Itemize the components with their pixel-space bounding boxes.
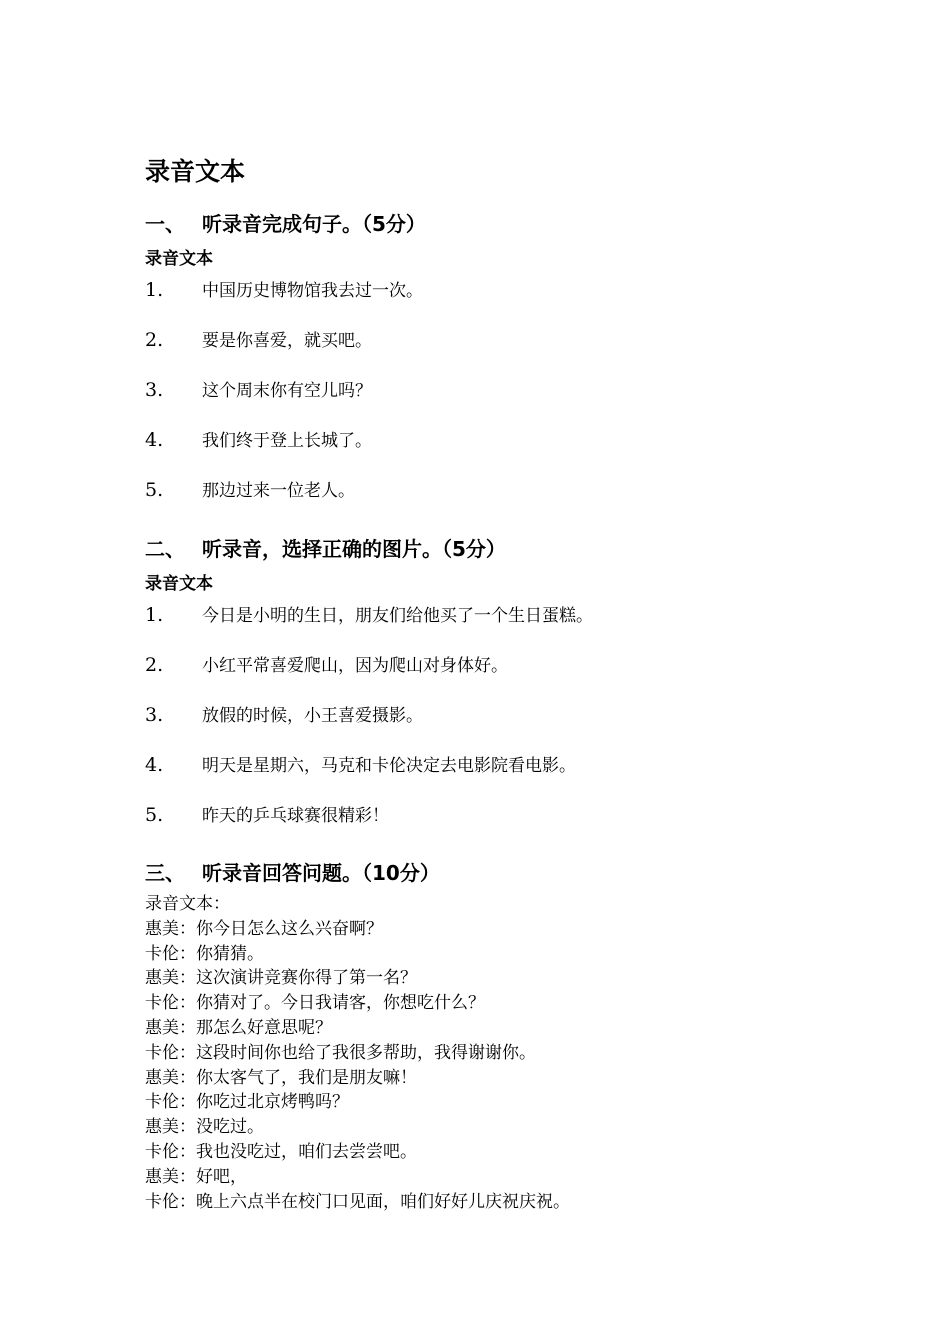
section-subtitle: 录音文本 bbox=[145, 249, 213, 269]
item-number: 4. bbox=[145, 754, 164, 776]
item-number: 5. bbox=[145, 479, 164, 501]
list-item bbox=[145, 652, 865, 702]
dialogue-line: 卡伦：这段时间你也给了我很多帮助，我得谢谢你。 bbox=[145, 1042, 536, 1063]
dialogue-line: 卡伦：晚上六点半在校门口见面，咱们好好儿庆祝庆祝。 bbox=[145, 1191, 570, 1212]
dialogue-line: 惠美：没吃过。 bbox=[145, 1117, 264, 1138]
item-number: 3. bbox=[145, 379, 164, 401]
item-text: 今日是小明的生日，朋友们给他买了一个生日蛋糕。 bbox=[202, 606, 593, 626]
list-item bbox=[145, 477, 865, 527]
section-heading bbox=[145, 858, 865, 888]
dialogue-line: 惠美：这次演讲竞赛你得了第一名？ bbox=[145, 968, 417, 989]
item-text: 小红平常喜爱爬山，因为爬山对身体好。 bbox=[202, 656, 508, 676]
list-item bbox=[145, 427, 865, 477]
section-subtitle: 录音文本 bbox=[145, 574, 213, 594]
item-text: 中国历史博物馆我去过一次。 bbox=[202, 281, 423, 301]
section-number: 一、 bbox=[145, 212, 185, 236]
section-heading bbox=[145, 209, 865, 239]
item-number: 2. bbox=[145, 654, 164, 676]
item-number: 2. bbox=[145, 329, 164, 351]
dialogue-line: 卡伦：你吃过北京烤鸭吗？ bbox=[145, 1092, 349, 1113]
item-text: 我们终于登上长城了。 bbox=[202, 431, 372, 451]
list-item bbox=[145, 602, 865, 652]
sentence-list bbox=[145, 277, 865, 527]
dialogue-line: 惠美：那怎么好意思呢？ bbox=[145, 1017, 332, 1038]
section-number: 三、 bbox=[145, 861, 185, 885]
section-number: 二、 bbox=[145, 537, 185, 561]
item-text: 要是你喜爱，就买吧。 bbox=[202, 331, 372, 351]
item-number: 1. bbox=[145, 279, 164, 301]
dialogue-line: 卡伦：你猜猜。 bbox=[145, 943, 264, 964]
item-text: 那边过来一位老人。 bbox=[202, 481, 355, 501]
dialogue-line: 卡伦：我也没吃过，咱们去尝尝吧。 bbox=[145, 1141, 417, 1162]
dialogue-line: 卡伦：你猜对了。今日我请客，你想吃什么？ bbox=[145, 993, 485, 1014]
section-heading-text: 听录音完成句子。（5分） bbox=[202, 212, 426, 236]
list-item bbox=[145, 702, 865, 752]
section-3 bbox=[145, 858, 865, 1214]
list-item bbox=[145, 277, 865, 327]
list-item bbox=[145, 377, 865, 427]
section-1 bbox=[145, 209, 865, 527]
dialogue-transcript bbox=[145, 892, 865, 1214]
section-heading bbox=[145, 534, 865, 564]
item-text: 明天是星期六，马克和卡伦决定去电影院看电影。 bbox=[202, 756, 576, 776]
item-number: 3. bbox=[145, 704, 164, 726]
item-number: 4. bbox=[145, 429, 164, 451]
dialogue-line: 录音文本： bbox=[145, 894, 230, 914]
section-heading-text: 听录音，选择正确的图片。（5分） bbox=[202, 537, 506, 561]
sentence-list bbox=[145, 602, 865, 852]
item-number: 1. bbox=[145, 604, 164, 626]
item-text: 放假的时候，小王喜爱摄影。 bbox=[202, 706, 423, 726]
dialogue-line: 惠美：你今日怎么这么兴奋啊？ bbox=[145, 918, 383, 939]
page-title: 录音文本 bbox=[145, 157, 246, 186]
dialogue-line: 惠美：你太客气了，我们是朋友嘛！ bbox=[145, 1067, 417, 1088]
list-item bbox=[145, 752, 865, 802]
list-item bbox=[145, 327, 865, 377]
section-heading-text: 听录音回答问题。（10分） bbox=[202, 861, 440, 885]
item-text: 昨天的乒乓球赛很精彩！ bbox=[202, 806, 389, 826]
section-2 bbox=[145, 534, 865, 852]
item-text: 这个周末你有空儿吗？ bbox=[202, 381, 372, 401]
dialogue-line: 惠美：好吧， bbox=[145, 1166, 247, 1187]
list-item bbox=[145, 802, 865, 852]
item-number: 5. bbox=[145, 804, 164, 826]
